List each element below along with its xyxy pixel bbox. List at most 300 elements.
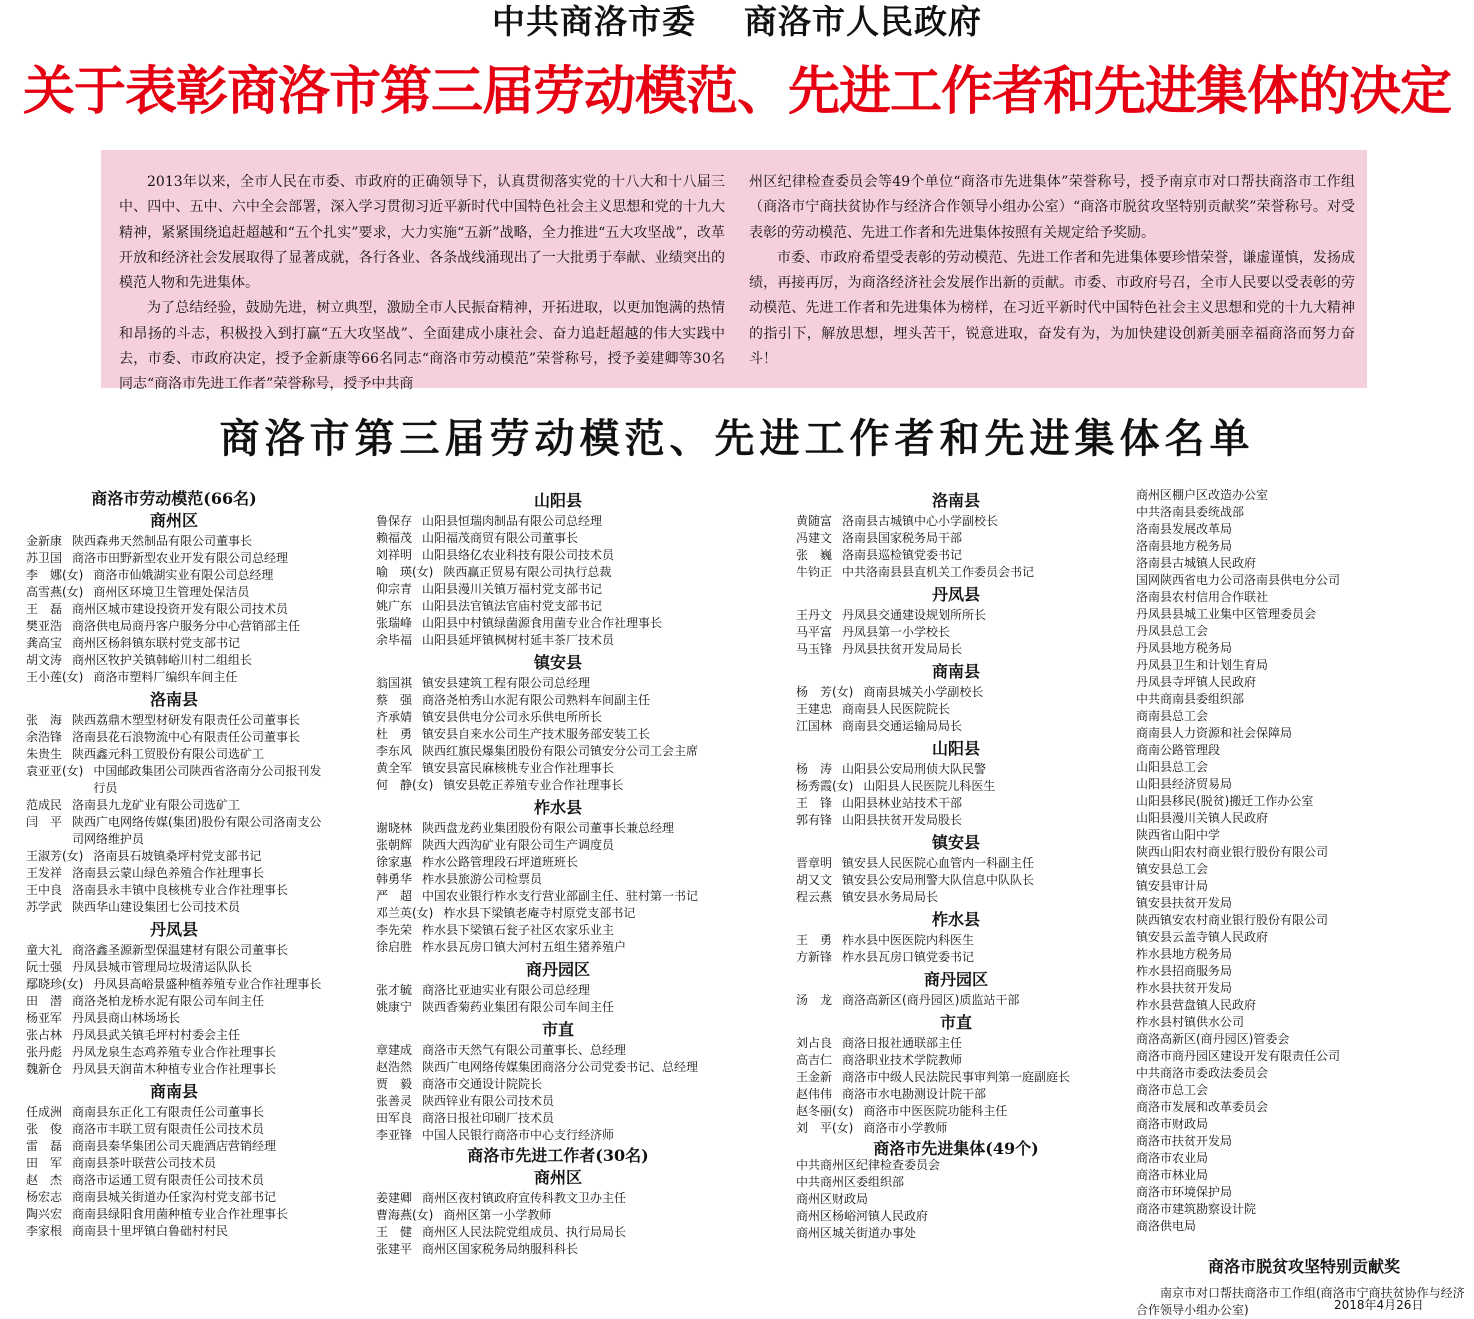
honoree-entry xyxy=(376,675,740,692)
honoree-job: 商州区夜村镇政府宣传科教文卫办主任 xyxy=(422,1191,627,1205)
honoree-name: 姚广东 xyxy=(376,599,413,613)
honoree-job: 商南县茶叶联营公司技术员 xyxy=(72,1156,217,1170)
district-heading: 商州区 xyxy=(149,511,198,530)
honoree-entry xyxy=(26,669,322,686)
district-heading: 丹凤县 xyxy=(149,920,198,939)
honoree-name: 张 巍 xyxy=(796,548,833,562)
collective-entry: 山阳县总工会 xyxy=(1136,760,1209,774)
collective-entry: 商洛市农业局 xyxy=(1136,1151,1209,1165)
honoree-entry xyxy=(796,564,1116,581)
district-heading: 市直 xyxy=(939,1013,972,1032)
honoree-name: 赵 杰 xyxy=(26,1173,63,1187)
district-heading: 柞水县 xyxy=(533,798,582,817)
honoree-job: 商洛市交通设计院院长 xyxy=(422,1077,543,1091)
honoree-name: 章建成 xyxy=(376,1043,413,1057)
honoree-entry xyxy=(796,992,1116,1009)
honoree-name: 张 海 xyxy=(26,713,63,727)
district-heading: 柞水县 xyxy=(931,910,980,929)
honoree-job: 山阳福茂商贸有限公司董事长 xyxy=(422,531,579,545)
honoree-job: 商州区杨斜镇东联村党支部书记 xyxy=(72,636,241,650)
collective-entry: 陕西山阳农村商业银行股份有限公司 xyxy=(1136,845,1329,859)
honoree-job: 商南县十里坪镇白鲁础村村民 xyxy=(72,1224,229,1238)
honoree-entry xyxy=(376,888,740,905)
honoree-name: 胡又文 xyxy=(796,873,833,887)
honoree-name: 高吉仁 xyxy=(796,1053,833,1067)
honoree-entry xyxy=(796,701,1116,718)
honoree-entry xyxy=(796,855,1116,872)
honoree-name: 黄随富 xyxy=(796,514,833,528)
honoree-entry xyxy=(796,624,1116,641)
honoree-name: 刘占良 xyxy=(796,1036,833,1050)
honoree-job: 镇安县人民医院心血管内一科副主任 xyxy=(842,856,1035,870)
honoree-name: 马平富 xyxy=(796,625,833,639)
honoree-entry xyxy=(376,1110,740,1127)
district-heading: 山阳县 xyxy=(931,739,980,758)
honoree-job: 商州区环境卫生管理处保洁员 xyxy=(93,585,250,599)
honoree-job: 山阳县中村镇绿菌源食用菌专业合作社理事长 xyxy=(422,616,663,630)
collective-entry: 商洛市总工会 xyxy=(1136,1083,1209,1097)
district-heading: 商丹园区 xyxy=(525,960,590,979)
honoree-entry xyxy=(376,1190,740,1207)
honoree-job: 商南县东正化工有限责任公司董事长 xyxy=(72,1105,265,1119)
collective-entry: 柞水县招商服务局 xyxy=(1136,964,1233,978)
honoree-entry xyxy=(796,761,1116,778)
collective-entry: 镇安县审计局 xyxy=(1136,879,1209,893)
honoree-entry xyxy=(376,1127,740,1144)
honoree-entry xyxy=(376,709,740,726)
collective-entry: 镇安县总工会 xyxy=(1136,862,1209,876)
honoree-job: 陕西大西沟矿业有限公司生产调度员 xyxy=(422,838,615,852)
honoree-job: 商洛高新区(商丹园区)质监站干部 xyxy=(842,993,1020,1007)
collective-entry: 山阳县经济贸易局 xyxy=(1136,777,1233,791)
honoree-job: 商洛市仙娥湖实业有限公司总经理 xyxy=(93,568,274,582)
collective-entry: 国网陕西省电力公司洛南县供电分公司 xyxy=(1136,573,1341,587)
honoree-entry xyxy=(26,567,322,584)
honoree-entry xyxy=(376,982,740,999)
honoree-entry xyxy=(26,899,322,916)
honoree-name: 张建平 xyxy=(376,1242,413,1256)
honoree-entry xyxy=(26,1172,322,1189)
honoree-job: 商州区人民法院党组成员、执行局局长 xyxy=(422,1225,627,1239)
honoree-name: 程云燕 xyxy=(796,890,833,904)
honoree-entry xyxy=(376,820,740,837)
honoree-job: 商洛市水电勘测设计院干部 xyxy=(842,1087,987,1101)
honoree-name: 田军良 xyxy=(376,1111,413,1125)
honoree-entry xyxy=(376,999,740,1016)
collective-entry: 洛南县地方税务局 xyxy=(1136,539,1233,553)
honoree-entry xyxy=(26,959,322,976)
honoree-job: 柞水县下梁镇老庵寺村原党支部书记 xyxy=(443,906,636,920)
honoree-job: 商洛市天然气有限公司董事长、总经理 xyxy=(422,1043,627,1057)
honoree-entry xyxy=(376,837,740,854)
honoree-name: 王 健 xyxy=(376,1225,413,1239)
decision-title: 关于表彰商洛市第三届劳动模范、先进工作者和先进集体的决定 xyxy=(22,61,1451,122)
honoree-name: 张朝辉 xyxy=(376,838,413,852)
collective-entry: 陕西镇安农村商业银行股份有限公司 xyxy=(1136,913,1329,927)
honoree-entry xyxy=(376,1224,740,1241)
honoree-job: 商洛日报社印刷厂技术员 xyxy=(422,1111,555,1125)
honoree-job: 洛南县云蒙山绿色养殖合作社理事长 xyxy=(72,866,265,880)
district-heading: 商南县 xyxy=(931,662,980,681)
honoree-entry xyxy=(796,547,1116,564)
district-heading: 商南县 xyxy=(149,1082,198,1101)
honoree-job: 商州区第一小学教师 xyxy=(443,1208,552,1222)
honoree-name: 袁亚亚(女) xyxy=(26,764,84,778)
collective-entry: 柞水县营盘镇人民政府 xyxy=(1136,998,1257,1012)
honoree-job: 镇安县公安局刑警大队信息中队队长 xyxy=(842,873,1035,887)
honoree-job: 丹凤县城市管理局垃圾清运队队长 xyxy=(72,960,253,974)
honoree-job: 洛南县巡检镇党委书记 xyxy=(842,548,963,562)
honoree-name: 范成民 xyxy=(26,798,63,812)
honoree-entry xyxy=(26,712,322,729)
collective-entry: 商南公路管理段 xyxy=(1136,743,1221,757)
honoree-entry xyxy=(376,513,740,530)
issuer-government: 商洛市人民政府 xyxy=(744,2,982,41)
honoree-entry xyxy=(376,1076,740,1093)
honoree-entry xyxy=(796,1120,1116,1137)
district-heading: 丹凤县 xyxy=(931,585,980,604)
honoree-job: 陕西盘龙药业集团股份有限公司董事长兼总经理 xyxy=(422,821,675,835)
honoree-entry xyxy=(796,778,1116,795)
honoree-job: 丹凤龙泉生态鸡养殖专业合作社理事长 xyxy=(72,1045,277,1059)
collective-entry: 山阳县移民(脱贫)搬迁工作办公室 xyxy=(1136,794,1314,808)
honoree-entry xyxy=(376,598,740,615)
honoree-entry xyxy=(796,1103,1116,1120)
collective-entry: 商洛市林业局 xyxy=(1136,1168,1209,1182)
intro-paragraph: 市委、市政府希望受表彰的劳动模范、先进工作者和先进集体要珍惜荣誉，谦虚谨慎，发扬成绩，再接再厉，为商洛经济社会发展作出新的贡献。市委、市政府号召，全市人民要以受表彰的劳动模范、先进工作者和先进集体为榜样，在习近平新时代中国特色社会主义思想和党的十九大精神的指引下，解放思想，埋头苦干，锐意进取，奋发有为，为加快建设创新美丽幸福商洛而努力奋斗！ xyxy=(749,249,1355,368)
collective-entry: 丹凤县寺坪镇人民政府 xyxy=(1136,675,1257,689)
honoree-entry xyxy=(376,692,740,709)
collective-entry: 山阳县漫川关镇人民政府 xyxy=(1136,811,1269,825)
honoree-entry xyxy=(26,1189,322,1206)
honoree-job: 洛南县永丰镇中良核桃专业合作社理事长 xyxy=(72,883,289,897)
collective-entry: 商南县总工会 xyxy=(1136,709,1209,723)
honoree-job: 洛南县花石浪物流中心有限责任公司董事长 xyxy=(72,730,301,744)
honoree-job: 柞水公路管理段石坪道班班长 xyxy=(422,855,579,869)
honoree-job: 陕西鑫元科工贸股份有限公司选矿工 xyxy=(72,747,265,761)
honoree-entry xyxy=(26,635,322,652)
honoree-entry xyxy=(376,530,740,547)
honoree-name: 徐启胜 xyxy=(376,940,413,954)
honoree-name: 雷 磊 xyxy=(26,1139,63,1153)
honoree-entry xyxy=(26,1223,322,1240)
category-heading: 商洛市先进集体(49个) xyxy=(873,1139,1039,1158)
intro-paragraph: 为了总结经验，鼓励先进，树立典型，激励全市人民振奋精神，开拓进取，以更加饱满的热情和昂扬的斗志，积极投入到打赢“五大攻坚战”、全面建成小康社会、奋力追赶超越的伟大实践中去，市委、市政府决定，授予金新康等66名同志“商洛市劳动模范”荣誉称号，授予姜建卿等30名同志“商洛市先进工作者”荣誉称号，授予中共商 xyxy=(119,300,725,393)
honoree-name: 赖福茂 xyxy=(376,531,413,545)
honoree-entry xyxy=(796,872,1116,889)
honoree-entry xyxy=(376,1042,740,1059)
honoree-job: 商洛市丰联工贸有限责任公司技术员 xyxy=(72,1122,265,1136)
collective-entry: 商洛市财政局 xyxy=(1136,1117,1209,1131)
honoree-job: 镇安县水务局局长 xyxy=(842,890,939,904)
honoree-entry xyxy=(376,564,740,581)
honoree-job: 中共洛南县县直机关工作委员会书记 xyxy=(842,565,1035,579)
collective-entry: 洛南县农村信用合作联社 xyxy=(1136,590,1269,604)
honoree-name: 喻 瑛(女) xyxy=(376,565,434,579)
honoree-job: 丹凤县商山林场场长 xyxy=(72,1011,181,1025)
honoree-job: 柞水县旅游公司检票员 xyxy=(422,872,543,886)
honoree-job: 洛南县九龙矿业有限公司选矿工 xyxy=(72,798,241,812)
honoree-name: 李亚锋 xyxy=(376,1128,413,1142)
district-heading: 洛南县 xyxy=(149,690,198,709)
honoree-job: 洛南县古城镇中心小学副校长 xyxy=(842,514,999,528)
honoree-job: 商南县城关街道办任家沟村党支部书记 xyxy=(72,1190,277,1204)
honoree-entry xyxy=(376,1059,740,1076)
honoree-job: 商南县绿阳食用菌种植专业合作社理事长 xyxy=(72,1207,289,1221)
collective-entry: 丹凤县县城工业集中区管理委员会 xyxy=(1136,607,1317,621)
honoree-job: 商南县秦华集团公司天鹿酒店营销经理 xyxy=(72,1139,277,1153)
honoree-name: 姚康宁 xyxy=(376,1000,413,1014)
honoree-name: 余浩锋 xyxy=(26,730,63,744)
honoree-entry xyxy=(796,1035,1116,1052)
honoree-name: 童大礼 xyxy=(26,943,63,957)
honoree-name: 牛钧正 xyxy=(796,565,833,579)
collective-entry: 商洛供电局 xyxy=(1136,1219,1197,1233)
honoree-name: 郭有锋 xyxy=(796,813,833,827)
honoree-name: 齐承婧 xyxy=(376,710,413,724)
intro-paragraph: 州区纪律检查委员会等49个单位“商洛市先进集体”荣誉称号，授予南京市对口帮扶商洛市工作组（商洛市宁商扶贫协作与经济合作领导小组办公室）“商洛市脱贫攻坚特别贡献奖”荣誉称号。对受表彰的劳动模范、先进工作者和先进集体按照有关规定给予奖励。 xyxy=(749,174,1355,241)
honoree-name: 张 俊 xyxy=(26,1122,63,1136)
district-heading: 镇安县 xyxy=(931,833,980,852)
honoree-job: 镇安县乾正养殖专业合作社理事长 xyxy=(443,778,624,792)
honoree-entry xyxy=(796,1069,1116,1086)
collective-entry: 中共商州区纪律检查委员会 xyxy=(796,1158,941,1172)
collective-entry: 商州区棚户区改造办公室 xyxy=(1136,488,1269,502)
collective-entry: 商州区财政局 xyxy=(796,1192,869,1206)
honoree-entry xyxy=(376,632,740,649)
honoree-job: 丹凤县高峪景盛种植养殖专业合作社理事长 xyxy=(93,977,322,991)
honoree-name: 赵浩然 xyxy=(376,1060,413,1074)
honoree-entry xyxy=(26,1061,322,1078)
collective-entry: 洛南县发展改革局 xyxy=(1136,522,1233,536)
collective-entry: 商州区杨峪河镇人民政府 xyxy=(796,1209,929,1223)
honoree-job: 商洛市中级人民法院民事审判第一庭副庭长 xyxy=(842,1070,1071,1084)
honoree-entry xyxy=(26,1155,322,1172)
honoree-job: 丹凤县交通建设规划所所长 xyxy=(842,608,987,622)
honoree-entry xyxy=(26,1138,322,1155)
honoree-name: 徐家惠 xyxy=(376,855,413,869)
honoree-job: 商州区牧护关镇韩峪川村二组组长 xyxy=(72,653,253,667)
honoree-name: 杨宏志 xyxy=(26,1190,63,1204)
collective-entry: 中共商南县委组织部 xyxy=(1136,692,1245,706)
honoree-name: 王 磊 xyxy=(26,602,63,616)
honoree-name: 贾 毅 xyxy=(376,1077,413,1091)
honoree-name: 苏学武 xyxy=(26,900,63,914)
honoree-name: 姜建卿 xyxy=(376,1191,413,1205)
honoree-name: 赵冬丽(女) xyxy=(796,1104,854,1118)
category-heading: 商洛市劳动模范(66名) xyxy=(91,489,257,508)
honoree-entry xyxy=(796,607,1116,624)
category-heading: 商洛市脱贫攻坚特别贡献奖 xyxy=(1207,1257,1400,1276)
honoree-entry xyxy=(26,942,322,959)
honoree-entry xyxy=(376,854,740,871)
honoree-job: 柞水县中医医院内科医生 xyxy=(842,933,975,947)
honoree-name: 仰宗青 xyxy=(376,582,413,596)
district-heading: 洛南县 xyxy=(931,491,980,510)
honoree-entry xyxy=(796,889,1116,906)
list-column-2 xyxy=(376,487,740,1258)
honoree-entry xyxy=(26,1206,322,1223)
issuer-party: 中共商洛市委 xyxy=(492,2,696,41)
honoree-name: 高雪燕(女) xyxy=(26,585,84,599)
honoree-job: 商洛尧柏龙桥水泥有限公司车间主任 xyxy=(72,994,265,1008)
honoree-name: 胡文涛 xyxy=(26,653,63,667)
honoree-job: 商洛市中医医院功能科主任 xyxy=(863,1104,1008,1118)
honoree-name: 李先荣 xyxy=(376,923,413,937)
honoree-entry xyxy=(26,976,322,993)
honoree-job: 陕西锌业有限公司技术员 xyxy=(422,1094,555,1108)
honoree-name: 杨 涛 xyxy=(796,762,833,776)
honoree-entry xyxy=(796,1086,1116,1103)
honoree-name: 马玉锋 xyxy=(796,642,833,656)
honoree-name: 王建忠 xyxy=(796,702,833,716)
honoree-job: 镇安县供电分公司永乐供电所所长 xyxy=(422,710,603,724)
collective-entry: 镇安县扶贫开发局 xyxy=(1136,896,1233,910)
honoree-name: 张善灵 xyxy=(376,1094,413,1108)
district-heading: 商州区 xyxy=(533,1168,582,1187)
honoree-entry xyxy=(26,550,322,567)
honoree-job: 山阳县人民医院儿科医生 xyxy=(863,779,996,793)
honoree-name: 李东风 xyxy=(376,744,413,758)
honoree-entry xyxy=(376,743,740,760)
honoree-entry xyxy=(26,797,322,814)
honoree-name: 鄢晓珍(女) xyxy=(26,977,84,991)
honoree-name: 余毕福 xyxy=(376,633,413,647)
honoree-job: 丹凤县武关镇毛坪村村委会主任 xyxy=(72,1028,241,1042)
district-heading: 山阳县 xyxy=(533,491,582,510)
honoree-job: 山阳县公安局刑侦大队民警 xyxy=(842,762,987,776)
honoree-entry xyxy=(26,1027,322,1044)
honoree-entry xyxy=(376,777,740,794)
honoree-entry xyxy=(376,615,740,632)
honoree-job: 镇安县自来水公司生产技术服务部安装工长 xyxy=(422,727,651,741)
collective-entry: 商洛高新区(商丹园区)管委会 xyxy=(1136,1032,1290,1046)
district-heading: 镇安县 xyxy=(533,653,582,672)
honoree-name: 谢晓林 xyxy=(376,821,413,835)
honoree-name: 鲁保存 xyxy=(376,514,413,528)
list-title: 商洛市第三届劳动模范、先进工作者和先进集体名单 xyxy=(219,415,1255,462)
honoree-name: 杨亚军 xyxy=(26,1011,63,1025)
honoree-job: 商洛比亚迪实业有限公司总经理 xyxy=(422,983,591,997)
honoree-name: 田 潜 xyxy=(26,994,63,1008)
honoree-name: 黄全军 xyxy=(376,761,413,775)
honoree-name: 王 勇 xyxy=(796,933,833,947)
honoree-job: 山阳县法官镇法官庙村党支部书记 xyxy=(422,599,603,613)
honoree-job: 商洛供电局商丹客户服务分中心营销部主任 xyxy=(72,619,301,633)
collective-entry: 商州区城关街道办事处 xyxy=(796,1226,917,1240)
honoree-job: 商洛市田野新型农业开发有限公司总经理 xyxy=(72,551,289,565)
honoree-job: 陕西荔鼎木塑型材研发有限责任公司董事长 xyxy=(72,713,301,727)
collective-entry: 中共商州区委组织部 xyxy=(796,1175,905,1189)
honoree-name: 蔡 强 xyxy=(376,693,413,707)
honoree-name: 王 锋 xyxy=(796,796,833,810)
honoree-entry xyxy=(376,871,740,888)
honoree-name: 冯建文 xyxy=(796,531,833,545)
honoree-name: 张丹彪 xyxy=(26,1045,63,1059)
list-column-1 xyxy=(26,487,322,1240)
collective-entry: 洛南县古城镇人民政府 xyxy=(1136,556,1257,570)
collective-entry: 陕西省山阳中学 xyxy=(1136,828,1221,842)
honoree-job: 商洛尧柏秀山水泥有限公司熟料车间副主任 xyxy=(422,693,651,707)
honoree-job: 丹凤县扶贫开发局局长 xyxy=(842,642,963,656)
honoree-job: 陕西森弗天然制品有限公司董事长 xyxy=(72,534,253,548)
special-award-recipient: 南京市对口帮扶商洛市工作组(商洛市宁商扶贫协作与经济合作领导小组办公室) xyxy=(1136,1286,1465,1317)
honoree-entry xyxy=(26,1121,322,1138)
collective-entry: 镇安县云盖寺镇人民政府 xyxy=(1136,930,1269,944)
honoree-entry xyxy=(796,530,1116,547)
honoree-name: 杨 芳(女) xyxy=(796,685,854,699)
honoree-name: 金新康 xyxy=(26,534,63,548)
district-heading: 市直 xyxy=(541,1020,574,1039)
honoree-name: 王淑芳(女) xyxy=(26,849,84,863)
collective-entry: 柞水县扶贫开发局 xyxy=(1136,981,1233,995)
honoree-job: 商洛鑫圣源新型保温建材有限公司董事长 xyxy=(72,943,289,957)
intro-left-column xyxy=(119,170,725,398)
honoree-entry xyxy=(376,760,740,777)
honoree-entry xyxy=(26,618,322,635)
honoree-entry xyxy=(26,533,322,550)
honoree-entry xyxy=(376,1241,740,1258)
masthead-header xyxy=(0,2,1474,42)
collective-entry: 商洛市环境保护局 xyxy=(1136,1185,1233,1199)
collective-entry: 中共洛南县委统战部 xyxy=(1136,505,1245,519)
collective-entry: 商南县人力资源和社会保障局 xyxy=(1136,726,1293,740)
honoree-name: 邓兰英(女) xyxy=(376,906,434,920)
honoree-name: 刘 平(女) xyxy=(796,1121,854,1135)
honoree-job: 镇安县建筑工程有限公司总经理 xyxy=(422,676,591,690)
honoree-name: 何 静(女) xyxy=(376,778,434,792)
honoree-name: 江国林 xyxy=(796,719,833,733)
honoree-name: 苏卫国 xyxy=(26,551,63,565)
honoree-name: 樊亚浩 xyxy=(26,619,63,633)
collective-entry: 商洛市发展和改革委员会 xyxy=(1136,1100,1269,1114)
honoree-name: 阮士强 xyxy=(26,960,63,974)
honoree-entry xyxy=(796,641,1116,658)
honoree-entry xyxy=(376,1093,740,1110)
honoree-name: 张占林 xyxy=(26,1028,63,1042)
honoree-entry xyxy=(376,939,740,956)
honoree-name: 韩勇华 xyxy=(376,872,413,886)
honoree-name: 晋章明 xyxy=(796,856,833,870)
honoree-entry xyxy=(796,949,1116,966)
intro-paragraph: 2013年以来，全市人民在市委、市政府的正确领导下，认真贯彻落实党的十八大和十八届三中、四中、五中、六中全会部署，深入学习贯彻习近平新时代中国特色社会主义思想和党的十九大精神，紧紧围绕追赶超越和“五个扎实”要求，大力实施“五新”战略，全力推进“五大攻坚战”，改革开放和经济社会发展取得了显著成就，各行各业、各条战线涌现出了一大批勇于奉献、业绩突出的模范人物和先进集体。 xyxy=(119,174,725,292)
intro-box xyxy=(101,150,1367,393)
honoree-entry xyxy=(26,1104,322,1121)
honoree-entry xyxy=(376,581,740,598)
honoree-entry xyxy=(796,795,1116,812)
honoree-job: 丹凤县天润苗木种植专业合作社理事长 xyxy=(72,1062,277,1076)
honoree-job: 陕西赢正贸易有限公司执行总裁 xyxy=(443,565,612,579)
honoree-name: 龚高宝 xyxy=(26,636,63,650)
honoree-job: 镇安县富民麻核桃专业合作社理事长 xyxy=(422,761,615,775)
honoree-entry xyxy=(26,729,322,746)
intro-right-column xyxy=(749,170,1355,372)
honoree-name: 王小莲(女) xyxy=(26,670,84,684)
honoree-job: 商洛职业技术学院教师 xyxy=(842,1053,963,1067)
honoree-entry xyxy=(26,1010,322,1027)
honoree-name: 张瑞峰 xyxy=(376,616,413,630)
honoree-job: 商洛市小学教师 xyxy=(863,1121,948,1135)
honoree-entry xyxy=(26,865,322,882)
honoree-entry xyxy=(26,814,322,848)
collective-entry: 柞水县地方税务局 xyxy=(1136,947,1233,961)
honoree-entry xyxy=(26,763,322,797)
honoree-job: 陕西红旗民爆集团股份有限公司镇安分公司工会主席 xyxy=(422,744,699,758)
list-column-3 xyxy=(796,487,1116,1242)
honoree-name: 王发祥 xyxy=(26,866,63,880)
honoree-name: 张才毓 xyxy=(376,983,413,997)
honoree-entry xyxy=(26,1044,322,1061)
